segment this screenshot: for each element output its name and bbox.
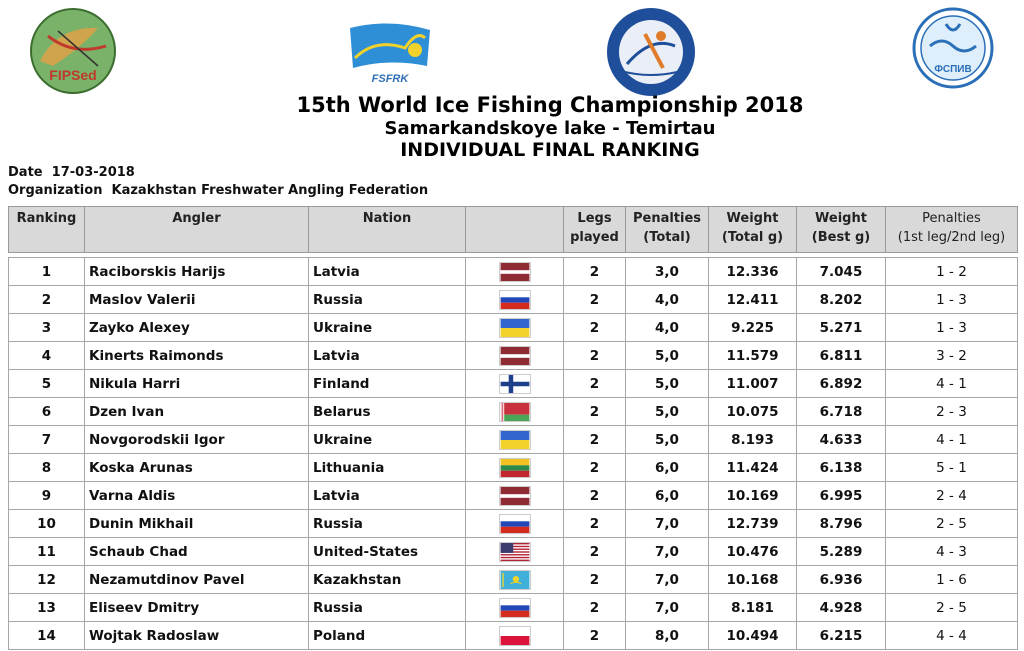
nation-cell: Russia bbox=[309, 594, 466, 622]
table-row bbox=[9, 594, 1018, 622]
penalties-total-cell: 7,0 bbox=[626, 594, 709, 622]
legs-cell: 2 bbox=[564, 454, 626, 482]
penalties-legs-cell: 5 - 1 bbox=[886, 454, 1018, 482]
header-pen-line1: Penalties bbox=[632, 211, 702, 226]
legs-cell: 2 bbox=[564, 342, 626, 370]
penalties-total-cell: 5,0 bbox=[626, 370, 709, 398]
date-label: Date bbox=[8, 165, 43, 180]
angler-cell: Koska Arunas bbox=[85, 454, 309, 482]
penalties-legs-cell: 2 - 4 bbox=[886, 482, 1018, 510]
angler-cell: Zayko Alexey bbox=[85, 314, 309, 342]
header-legs-played bbox=[564, 207, 626, 253]
header-flag bbox=[466, 207, 564, 253]
ranking-table bbox=[8, 206, 1018, 650]
penalties-total-cell: 6,0 bbox=[626, 482, 709, 510]
weight-best-cell: 5.271 bbox=[797, 314, 886, 342]
header-pl-line2: (1st leg/2nd leg) bbox=[897, 230, 1006, 245]
latvia-flag-icon bbox=[499, 346, 531, 366]
angler-cell: Raciborskis Harijs bbox=[85, 258, 309, 286]
nation-cell: Lithuania bbox=[309, 454, 466, 482]
legs-cell: 2 bbox=[564, 566, 626, 594]
penalties-total-cell: 7,0 bbox=[626, 510, 709, 538]
ranking-cell: 2 bbox=[9, 286, 85, 314]
fsfrk-logo-text: FSFRK bbox=[371, 73, 409, 85]
flag-cell bbox=[466, 538, 564, 566]
weight-total-cell: 10.494 bbox=[709, 622, 797, 650]
angler-cell: Schaub Chad bbox=[85, 538, 309, 566]
legs-cell: 2 bbox=[564, 370, 626, 398]
weight-best-cell: 6.995 bbox=[797, 482, 886, 510]
flag-cell bbox=[466, 454, 564, 482]
legs-cell: 2 bbox=[564, 398, 626, 426]
nation-cell: Belarus bbox=[309, 398, 466, 426]
penalties-legs-cell: 1 - 3 bbox=[886, 314, 1018, 342]
table-row bbox=[9, 342, 1018, 370]
angler-cell: Dzen Ivan bbox=[85, 398, 309, 426]
date-value: 17-03-2018 bbox=[51, 165, 135, 180]
header-legs-line2: played bbox=[570, 230, 619, 245]
weight-total-cell: 10.168 bbox=[709, 566, 797, 594]
table-row bbox=[9, 258, 1018, 286]
nation-cell: Latvia bbox=[309, 482, 466, 510]
penalties-legs-cell: 4 - 1 bbox=[886, 426, 1018, 454]
penalties-legs-cell: 1 - 6 bbox=[886, 566, 1018, 594]
penalties-total-cell: 5,0 bbox=[626, 426, 709, 454]
flag-cell bbox=[466, 510, 564, 538]
penalties-total-cell: 7,0 bbox=[626, 566, 709, 594]
weight-best-cell: 4.633 bbox=[797, 426, 886, 454]
penalties-total-cell: 8,0 bbox=[626, 622, 709, 650]
table-row bbox=[9, 622, 1018, 650]
penalties-legs-cell: 2 - 5 bbox=[886, 594, 1018, 622]
penalties-legs-cell: 2 - 3 bbox=[886, 398, 1018, 426]
header-ranking: Ranking bbox=[9, 207, 85, 253]
ranking-cell: 6 bbox=[9, 398, 85, 426]
penalties-legs-cell: 1 - 2 bbox=[886, 258, 1018, 286]
table-row bbox=[9, 426, 1018, 454]
header-wb-line2: (Best g) bbox=[811, 230, 871, 245]
penalties-total-cell: 7,0 bbox=[626, 538, 709, 566]
header-pen-line2: (Total) bbox=[643, 230, 691, 245]
legs-cell: 2 bbox=[564, 482, 626, 510]
flag-cell bbox=[466, 258, 564, 286]
russia-flag-icon bbox=[499, 598, 531, 618]
ranking-cell: 3 bbox=[9, 314, 85, 342]
flag-cell bbox=[466, 482, 564, 510]
usa-flag-icon bbox=[499, 542, 531, 562]
header-weight-total bbox=[709, 207, 797, 253]
latvia-flag-icon bbox=[499, 262, 531, 282]
angler-cell: Eliseev Dmitry bbox=[85, 594, 309, 622]
angler-cell: Kinerts Raimonds bbox=[85, 342, 309, 370]
penalties-legs-cell: 4 - 4 bbox=[886, 622, 1018, 650]
ranking-cell: 1 bbox=[9, 258, 85, 286]
weight-best-cell: 5.289 bbox=[797, 538, 886, 566]
penalties-legs-cell: 4 - 1 bbox=[886, 370, 1018, 398]
organization-label: Organization bbox=[8, 183, 103, 198]
fsiv-logo-text: ФСПИВ bbox=[934, 64, 972, 75]
organization-value: Kazakhstan Freshwater Angling Federation bbox=[111, 183, 429, 198]
table-row bbox=[9, 510, 1018, 538]
nation-cell: Russia bbox=[309, 510, 466, 538]
ranking-cell: 7 bbox=[9, 426, 85, 454]
ranking-cell: 10 bbox=[9, 510, 85, 538]
lithuania-flag-icon bbox=[499, 458, 531, 478]
fipsed-logo-text: FIPSed bbox=[49, 67, 97, 83]
weight-best-cell: 6.892 bbox=[797, 370, 886, 398]
russia-flag-icon bbox=[499, 514, 531, 534]
weight-best-cell: 4.928 bbox=[797, 594, 886, 622]
legs-cell: 2 bbox=[564, 622, 626, 650]
date-line bbox=[8, 165, 135, 180]
nation-cell: Russia bbox=[309, 286, 466, 314]
weight-total-cell: 10.476 bbox=[709, 538, 797, 566]
flag-cell bbox=[466, 594, 564, 622]
flag-cell bbox=[466, 426, 564, 454]
weight-best-cell: 6.718 bbox=[797, 398, 886, 426]
angler-cell: Maslov Valerii bbox=[85, 286, 309, 314]
legs-cell: 2 bbox=[564, 426, 626, 454]
weight-best-cell: 8.796 bbox=[797, 510, 886, 538]
legs-cell: 2 bbox=[564, 538, 626, 566]
russia-flag-icon bbox=[499, 290, 531, 310]
ranking-cell: 13 bbox=[9, 594, 85, 622]
finland-flag-icon bbox=[499, 374, 531, 394]
header-penalties-total bbox=[626, 207, 709, 253]
table-row bbox=[9, 538, 1018, 566]
table-row bbox=[9, 482, 1018, 510]
championship-title: 15th World Ice Fishing Championship 2018 bbox=[296, 93, 804, 117]
nation-cell: United-States bbox=[309, 538, 466, 566]
header-angler: Angler bbox=[85, 207, 309, 253]
penalties-total-cell: 4,0 bbox=[626, 286, 709, 314]
header-legs-line1: Legs bbox=[577, 211, 612, 226]
legs-cell: 2 bbox=[564, 258, 626, 286]
flag-cell bbox=[466, 370, 564, 398]
weight-total-cell: 11.424 bbox=[709, 454, 797, 482]
fipsed-logo bbox=[28, 6, 118, 96]
angler-cell: Varna Aldis bbox=[85, 482, 309, 510]
weight-best-cell: 6.811 bbox=[797, 342, 886, 370]
venue-subtitle: Samarkandskoye lake - Temirtau bbox=[384, 118, 716, 139]
poland-flag-icon bbox=[499, 626, 531, 646]
angler-cell: Wojtak Radoslaw bbox=[85, 622, 309, 650]
header-nation: Nation bbox=[309, 207, 466, 253]
nation-cell: Latvia bbox=[309, 258, 466, 286]
latvia-flag-icon bbox=[499, 486, 531, 506]
penalties-legs-cell: 1 - 3 bbox=[886, 286, 1018, 314]
table-row bbox=[9, 286, 1018, 314]
ranking-cell: 9 bbox=[9, 482, 85, 510]
ranking-cell: 4 bbox=[9, 342, 85, 370]
weight-total-cell: 12.739 bbox=[709, 510, 797, 538]
kazakhstan-flag-icon bbox=[499, 570, 531, 590]
nation-cell: Kazakhstan bbox=[309, 566, 466, 594]
weight-best-cell: 7.045 bbox=[797, 258, 886, 286]
flag-cell bbox=[466, 398, 564, 426]
legs-cell: 2 bbox=[564, 314, 626, 342]
penalties-legs-cell: 3 - 2 bbox=[886, 342, 1018, 370]
weight-total-cell: 10.169 bbox=[709, 482, 797, 510]
angler-cell: Dunin Mikhail bbox=[85, 510, 309, 538]
header-wb-line1: Weight bbox=[815, 211, 867, 226]
flag-cell bbox=[466, 622, 564, 650]
nation-cell: Ukraine bbox=[309, 426, 466, 454]
ranking-cell: 8 bbox=[9, 454, 85, 482]
table-row bbox=[9, 370, 1018, 398]
table-row bbox=[9, 566, 1018, 594]
weight-total-cell: 12.336 bbox=[709, 258, 797, 286]
ranking-cell: 5 bbox=[9, 370, 85, 398]
header-wt-line2: (Total g) bbox=[721, 230, 784, 245]
table-row bbox=[9, 398, 1018, 426]
ranking-cell: 12 bbox=[9, 566, 85, 594]
table-row bbox=[9, 454, 1018, 482]
ukraine-flag-icon bbox=[499, 318, 531, 338]
header-penalties-legs bbox=[886, 207, 1018, 253]
weight-best-cell: 8.202 bbox=[797, 286, 886, 314]
ranking-cell: 14 bbox=[9, 622, 85, 650]
penalties-total-cell: 4,0 bbox=[626, 314, 709, 342]
legs-cell: 2 bbox=[564, 510, 626, 538]
angler-cell: Novgorodskii Igor bbox=[85, 426, 309, 454]
ranking-cell: 11 bbox=[9, 538, 85, 566]
weight-total-cell: 10.075 bbox=[709, 398, 797, 426]
nation-cell: Ukraine bbox=[309, 314, 466, 342]
penalties-legs-cell: 4 - 3 bbox=[886, 538, 1018, 566]
weight-best-cell: 6.138 bbox=[797, 454, 886, 482]
nation-cell: Poland bbox=[309, 622, 466, 650]
table-row bbox=[9, 314, 1018, 342]
header-wt-line1: Weight bbox=[726, 211, 779, 226]
penalties-total-cell: 6,0 bbox=[626, 454, 709, 482]
weight-total-cell: 9.225 bbox=[709, 314, 797, 342]
flag-cell bbox=[466, 314, 564, 342]
header-pl-line1: Penalties bbox=[922, 211, 981, 226]
table-header-row bbox=[9, 207, 1018, 253]
belarus-flag-icon bbox=[499, 402, 531, 422]
penalties-total-cell: 3,0 bbox=[626, 258, 709, 286]
ukraine-flag-icon bbox=[499, 430, 531, 450]
organization-line bbox=[8, 183, 428, 198]
weight-total-cell: 12.411 bbox=[709, 286, 797, 314]
header-weight-best bbox=[797, 207, 886, 253]
penalties-total-cell: 5,0 bbox=[626, 342, 709, 370]
nation-cell: Finland bbox=[309, 370, 466, 398]
weight-best-cell: 6.215 bbox=[797, 622, 886, 650]
weight-total-cell: 11.007 bbox=[709, 370, 797, 398]
weight-total-cell: 8.181 bbox=[709, 594, 797, 622]
penalties-legs-cell: 2 - 5 bbox=[886, 510, 1018, 538]
angler-cell: Nezamutdinov Pavel bbox=[85, 566, 309, 594]
weight-total-cell: 11.579 bbox=[709, 342, 797, 370]
flag-cell bbox=[466, 342, 564, 370]
penalties-total-cell: 5,0 bbox=[626, 398, 709, 426]
flag-cell bbox=[466, 566, 564, 594]
weight-best-cell: 6.936 bbox=[797, 566, 886, 594]
flag-cell bbox=[466, 286, 564, 314]
ranking-title: INDIVIDUAL FINAL RANKING bbox=[400, 139, 700, 161]
weight-total-cell: 8.193 bbox=[709, 426, 797, 454]
angler-cell: Nikula Harri bbox=[85, 370, 309, 398]
championship-logo bbox=[605, 6, 697, 98]
fsiv-logo bbox=[912, 6, 994, 90]
fsfrk-logo bbox=[345, 18, 435, 88]
legs-cell: 2 bbox=[564, 594, 626, 622]
legs-cell: 2 bbox=[564, 286, 626, 314]
nation-cell: Latvia bbox=[309, 342, 466, 370]
